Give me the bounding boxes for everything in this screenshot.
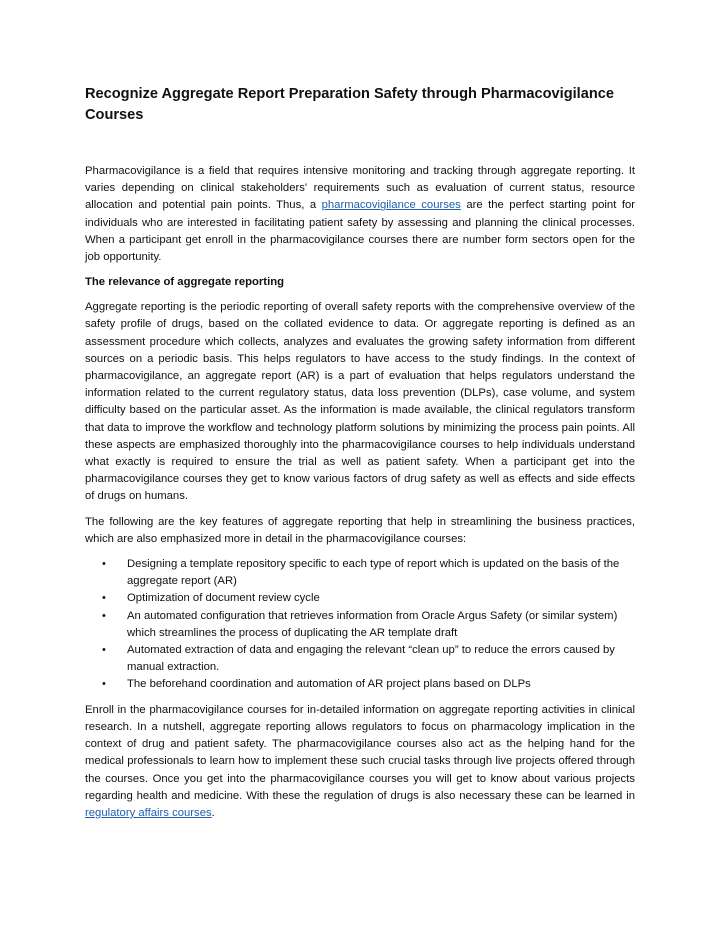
document-title: Recognize Aggregate Report Preparation Safety through Pharmacovigilance Courses: [85, 86, 615, 123]
key-features-list: [85, 556, 635, 694]
regulatory-affairs-courses-link[interactable]: regulatory affairs courses: [85, 806, 212, 819]
list-item-text: The beforehand coordination and automation of AR project plans based on DLPs: [127, 678, 531, 691]
bullet-icon: •: [102, 592, 106, 605]
bullet-icon: •: [102, 558, 106, 571]
aggregate-reporting-paragraph: Aggregate reporting is the periodic reporting of overall safety reports with the comprehensive overview of the safety profile of drugs, based on the collated evidence to data. Or aggregate reporting is defined as an assessment procedure which collects, analyzes and evaluates the growing safety information from different sources on a periodic basis. This helps regulators to have access to the study findings. In the context of pharmacovigilance, an aggregate report (AR) is a part of evaluation that helps regulators understand the information related to the current regulatory status, data loss prevention (DLPs), case volume, and system difficulty based on the particular asset. As the information is made available, the clinical regulators transform that data to improve the workflow and technology platform solutions by minimizing the process pain points. All these aspects are emphasized thoroughly into the pharmacovigilance courses to help individuals understand what exactly is required to ensure the trial as well as patient safety. When a participant get into the pharmacovigilance courses they get to know various factors of drug safety as well as effects and side effects of drugs on humans.: [85, 301, 635, 503]
pharmacovigilance-courses-link[interactable]: pharmacovigilance courses: [321, 199, 461, 212]
list-item: [85, 556, 635, 590]
bullet-icon: •: [102, 644, 106, 657]
bullet-icon: •: [102, 609, 106, 622]
closing-text-start: Enroll in the pharmacovigilance courses for in-detailed information on aggregate reporting activities in clinical research. In a nutshell, aggregate reporting allows regulators to focus on pharmacology implication in the context of drug and patient safety. The pharmacovigilance courses also act as the helping hand for the medical professionals to learn how to implement these such crucial tasks through live projects offered through the courses. Once you get into the pharmacovigilance courses you will get to know about various projects regarding health and medicine. With these the regulation of drugs is also necessary these can be learned in: [85, 703, 635, 802]
list-item: [85, 608, 635, 642]
intro-paragraph: [85, 163, 635, 266]
section-heading: The relevance of aggregate reporting: [85, 276, 285, 289]
closing-text-end: .: [211, 806, 215, 819]
closing-paragraph: [85, 702, 635, 822]
list-item: [85, 676, 635, 693]
list-item-text: Automated extraction of data and engaging the relevant “clean up” to reduce the errors caused by manual extraction.: [127, 644, 615, 674]
list-item: [85, 590, 635, 607]
list-item: [85, 642, 635, 676]
list-item-text: Designing a template repository specific to each type of report which is updated on the basis of the aggregate report (AR): [127, 558, 620, 588]
bullet-icon: •: [102, 678, 106, 691]
list-item-text: Optimization of document review cycle: [127, 592, 320, 605]
key-features-intro: The following are the key features of aggregate reporting that help in streamlining the business practices, which are also emphasized more in detail in the pharmacovigilance courses:: [85, 515, 635, 545]
intro-text-start: Pharmacovigilance is a field that requires intensive monitoring and tracking through aggregate reporting. It varies depending on clinical stakeholders' requirements such as evaluation of current status, resource allocation and potential pain points. Thus, a: [85, 165, 635, 212]
intro-text-end: are the perfect starting point for individuals who are interested in facilitating patient safety by assessing and planning the clinical processes. When a participant get enroll in the pharmacovigilance courses there are number form sectors open for the job opportunity.: [85, 199, 635, 264]
document-body: [85, 163, 635, 830]
list-item-text: An automated configuration that retrieves information from Oracle Argus Safety (or similar system) which streamlines the process of duplicating the AR template draft: [127, 609, 618, 639]
